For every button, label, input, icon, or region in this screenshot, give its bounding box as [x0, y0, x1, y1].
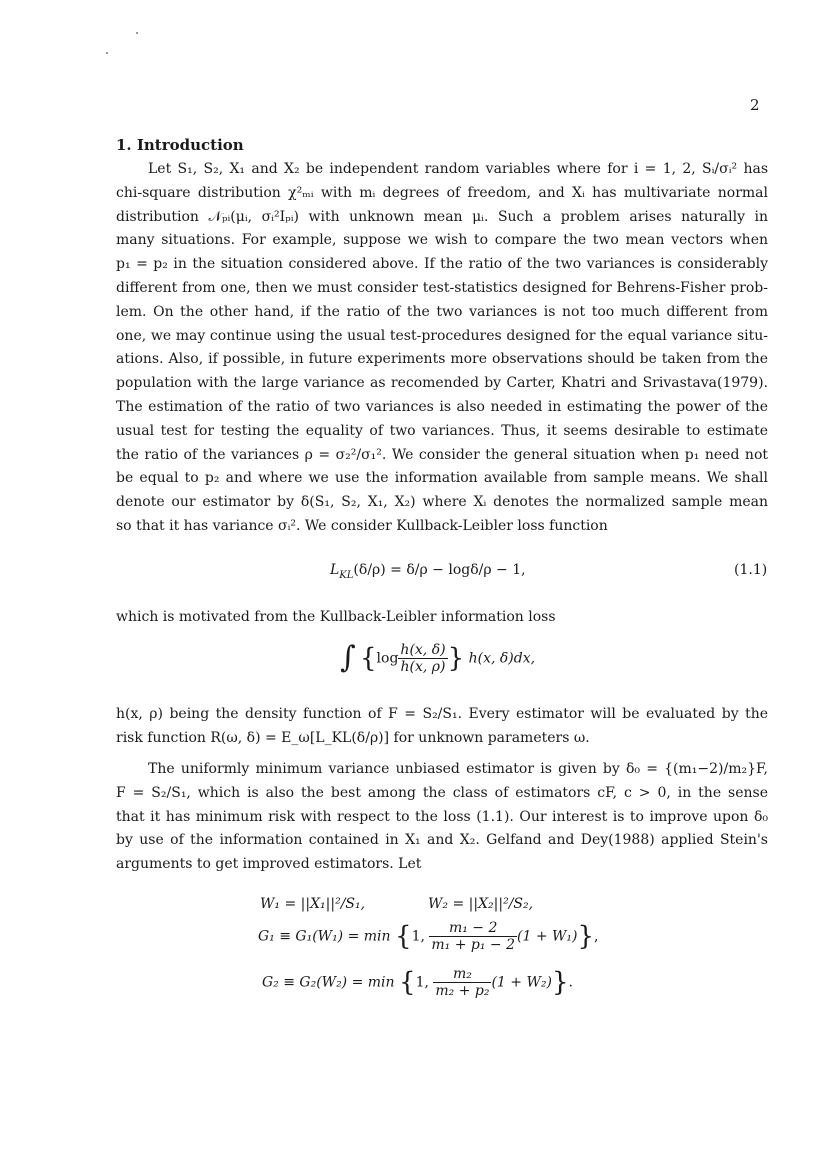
text-line: distribution 𝒩ₚᵢ(μᵢ, σᵢ²Iₚᵢ) with unknown mean μᵢ. Such a problem arises naturally in — [116, 208, 768, 225]
fraction-numerator: m₂ — [433, 966, 491, 983]
eq-subscript: KL — [339, 569, 354, 581]
fraction — [429, 920, 517, 953]
text-line: be equal to p₂ and where we use the information available from sample means. We shall — [116, 470, 768, 487]
integrand-tail: h(x, δ)dx, — [468, 650, 536, 667]
text-line: usual test for testing the equality of two variances. Thus, it seems desirable to estimate — [116, 422, 768, 439]
paragraph-umvue — [116, 758, 768, 877]
text-line: ations. Also, if possible, in future experiments more observations should be taken from the — [116, 351, 768, 368]
text-line: by use of the information contained in X₁ and X₂. Gelfand and Dey(1988) applied Stein's — [116, 832, 768, 849]
right-brace: } — [551, 967, 569, 998]
text-line: chi-square distribution χ²ₘᵢ with mᵢ degrees of freedom, and Xᵢ has multivariate normal — [116, 184, 768, 201]
text-line: which is motivated from the Kullback-Leibler information loss — [116, 609, 556, 625]
equation-g1 — [258, 920, 598, 953]
fraction-numerator: m₁ − 2 — [429, 920, 517, 937]
text-line: population with the large variance as recomended by Carter, Khatri and Srivastava(1979). — [116, 375, 768, 392]
eq-one: 1, — [415, 974, 429, 991]
equation-w1: W₁ = ||X₁||²/S₁, — [260, 896, 366, 912]
text-line: one, we may continue using the usual test-procedures designed for the equal variance situ- — [116, 327, 768, 344]
eq-one: 1, — [411, 928, 425, 945]
text-line: that it has minimum risk with respect to the loss (1.1). Our interest is to improve upon δ₀ — [116, 808, 768, 825]
eq-lhs: G₁ ≡ G₁(W₁) = min — [258, 928, 391, 945]
text-line: the ratio of the variances ρ = σ₂²/σ₁². We consider the general situation when p₁ need not — [116, 446, 768, 463]
equation-kl-integral — [360, 642, 535, 675]
text-line: lem. On the other hand, if the ratio of the two variances is not too much different from — [116, 303, 768, 320]
equation-number: (1.1) — [734, 562, 768, 578]
text-line: The estimation of the ratio of two variances is also needed in estimating the power of the — [116, 398, 768, 415]
text-line: The uniformly minimum variance unbiased estimator is given by δ₀ = {(m₁−2)/m₂}F, — [148, 761, 768, 777]
text-line: many situations. For example, suppose we wish to compare the two mean vectors when — [116, 232, 768, 249]
paragraph-kl-info — [116, 606, 768, 630]
fraction — [433, 966, 491, 999]
right-brace: } — [447, 643, 465, 674]
equation-g2 — [262, 966, 573, 999]
left-brace: { — [395, 921, 412, 952]
text-line: risk function R(ω, δ) = E_ω[L_KL(δ/ρ)] for unknown parameters ω. — [116, 729, 590, 746]
equation-w2: W₂ = ||X₂||²/S₂, — [428, 896, 534, 912]
eq-end: . — [568, 974, 573, 991]
equation-kl-loss — [330, 562, 526, 581]
eq-body: (δ/ρ) = δ/ρ − logδ/ρ − 1, — [353, 562, 526, 578]
fraction — [398, 642, 447, 675]
text-line: denote our estimator by δ(S₁, S₂, X₁, X₂) where Xᵢ denotes the normalized sample mean — [116, 494, 768, 511]
eq-lhs: G₂ ≡ G₂(W₂) = min — [262, 974, 395, 991]
left-brace: { — [360, 643, 377, 674]
paragraph-risk — [116, 703, 768, 751]
text-line: arguments to get improved estimators. Let — [116, 856, 422, 873]
text-line: Let S₁, S₂, X₁ and X₂ be independent random variables where for i = 1, 2, Sᵢ/σᵢ² has — [148, 161, 768, 177]
fraction-denominator: h(x, ρ) — [400, 659, 446, 675]
text-line: so that it has variance σᵢ². We consider Kullback-Leibler loss function — [116, 517, 608, 534]
fraction-numerator: h(x, δ) — [400, 642, 446, 658]
eq-tail: (1 + W₂) — [491, 974, 552, 991]
fraction-denominator: m₁ + p₁ − 2 — [431, 937, 516, 953]
log-label: log — [376, 650, 399, 667]
text-line: h(x, ρ) being the density function of F = S₂/S₁. Every estimator will be evaluated by the — [116, 706, 768, 722]
eq-symbol: L — [330, 562, 340, 578]
right-brace: } — [577, 921, 595, 952]
fraction-denominator: m₂ + p₂ — [435, 983, 490, 999]
text-line: different from one, then we must consider test-statistics designed for Behrens-Fisher prob- — [116, 279, 768, 296]
text-line: p₁ = p₂ in the situation considered above. If the ratio of the two variances is considerably — [116, 256, 768, 273]
text-line: F = S₂/S₁, which is also the best among the class of estimators cF, c > 0, in the sense — [116, 784, 768, 801]
eq-end: , — [594, 928, 599, 945]
scan-speck — [136, 32, 138, 34]
left-brace: { — [399, 967, 416, 998]
integral-sign: ∫ — [340, 640, 356, 675]
intro-paragraph — [116, 158, 768, 539]
section-title: 1. Introduction — [116, 136, 244, 154]
page-number: 2 — [750, 96, 760, 114]
scan-speck — [106, 52, 108, 54]
eq-tail: (1 + W₁) — [517, 928, 578, 945]
